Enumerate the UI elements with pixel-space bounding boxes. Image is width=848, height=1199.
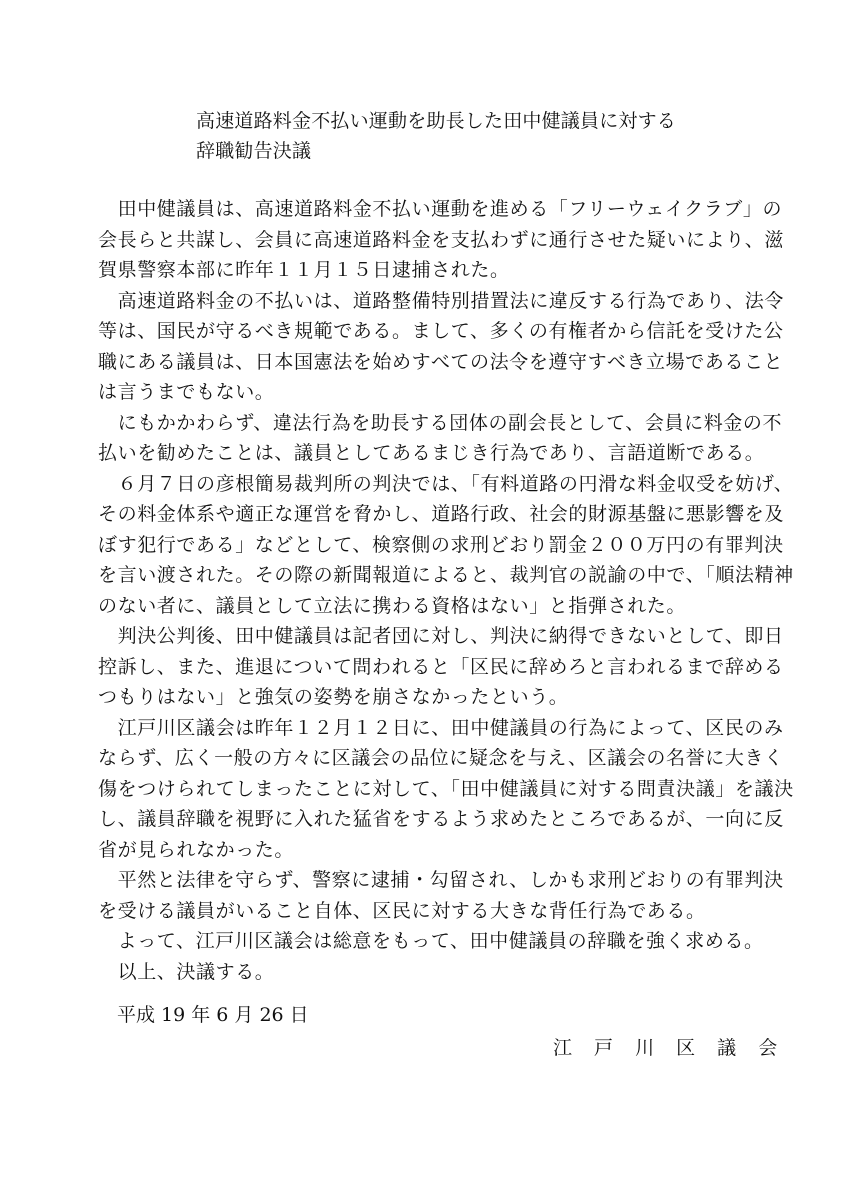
- body-line: ６月７日の彦根簡易裁判所の判決では、「有料道路の円滑な料金収受を妨げ、: [98, 472, 794, 495]
- body-line: 傷をつけられてしまったことに対して、「田中健議員に対する問責決議」を議決: [98, 777, 794, 800]
- body-line: 省が見られなかった。: [98, 838, 295, 861]
- body-line: その料金体系や適正な運営を脅かし、道路行政、社会的財源基盤に悪影響を及: [98, 503, 785, 525]
- body-line: を受ける議員がいること自体、区民に対する大きな背任行為である。: [98, 899, 706, 922]
- body-line: 判決公判後、田中健議員は記者団に対し、判決に納得できないとして、即日: [98, 625, 784, 647]
- body-line: は言うまでもない。: [98, 381, 275, 403]
- resolution-body: [98, 194, 794, 987]
- body-line: を言い渡された。その際の新聞報道によると、裁判官の説諭の中で、「順法精神: [98, 564, 794, 586]
- body-line: のない者に、議員として立法に携わる資格はない」と指弾された。: [98, 594, 687, 617]
- resolution-title: [196, 106, 676, 166]
- body-line: し、議員辞職を視野に入れた猛省をするよう求めたところであるが、一向に反: [98, 808, 784, 830]
- body-line: 等は、国民が守るべき規範である。まして、多くの有権者から信託を受けた公: [98, 320, 784, 342]
- body-line: 平然と法律を守らず、警察に逮捕・勾留され、しかも求刑どおりの有罪判決: [98, 869, 784, 891]
- body-line: つもりはない」と強気の姿勢を崩さなかったという。: [98, 686, 569, 708]
- body-line: 以上、決議する。: [98, 960, 275, 983]
- body-line: 会長らと共謀し、会員に高速道路料金を支払わずに通行させた疑いにより、滋: [98, 228, 785, 251]
- title-line-2: 辞職勧告決議: [196, 140, 312, 162]
- body-line: 江戸川区議会は昨年１２月１２日に、田中健議員の行為によって、区民のみ: [98, 716, 784, 739]
- body-line: ぼす犯行である」などとして、検察側の求刑どおり罰金２００万円の有罪判決: [98, 533, 784, 556]
- body-line: 控訴し、また、進退について問われると「区民に辞めろと言われるまで辞める: [98, 655, 784, 678]
- body-line: 高速道路料金の不払いは、道路整備特別措置法に違反する行為であり、法令: [98, 289, 785, 312]
- body-line: 職にある議員は、日本国憲法を始めすべての法令を遵守すべき立場であること: [98, 350, 784, 373]
- body-line: ならず、広く一般の方々に区議会の品位に疑念を与え、区議会の名誉に大きく: [98, 747, 784, 769]
- title-line-1: 高速道路料金不払い運動を助長した田中健議員に対する: [196, 110, 677, 132]
- body-line: にもかかわらず、違法行為を助長する団体の副会長として、会員に料金の不: [98, 411, 783, 434]
- issuing-organization: 江 戸 川 区 議 会: [553, 1037, 786, 1059]
- body-line: 田中健議員は、高速道路料金不払い運動を進める「フリーウェイクラブ」の: [98, 198, 783, 220]
- body-line: よって、江戸川区議会は総意をもって、田中健議員の辞職を強く求める。: [98, 930, 764, 952]
- resolution-date: 平成 19 年 6 月 26 日: [117, 1004, 309, 1026]
- body-line: 賀県警察本部に昨年１１月１５日逮捕された。: [98, 259, 510, 281]
- body-line: 払いを勧めたことは、議員としてあるまじき行為であり、言語道断である。: [98, 442, 765, 464]
